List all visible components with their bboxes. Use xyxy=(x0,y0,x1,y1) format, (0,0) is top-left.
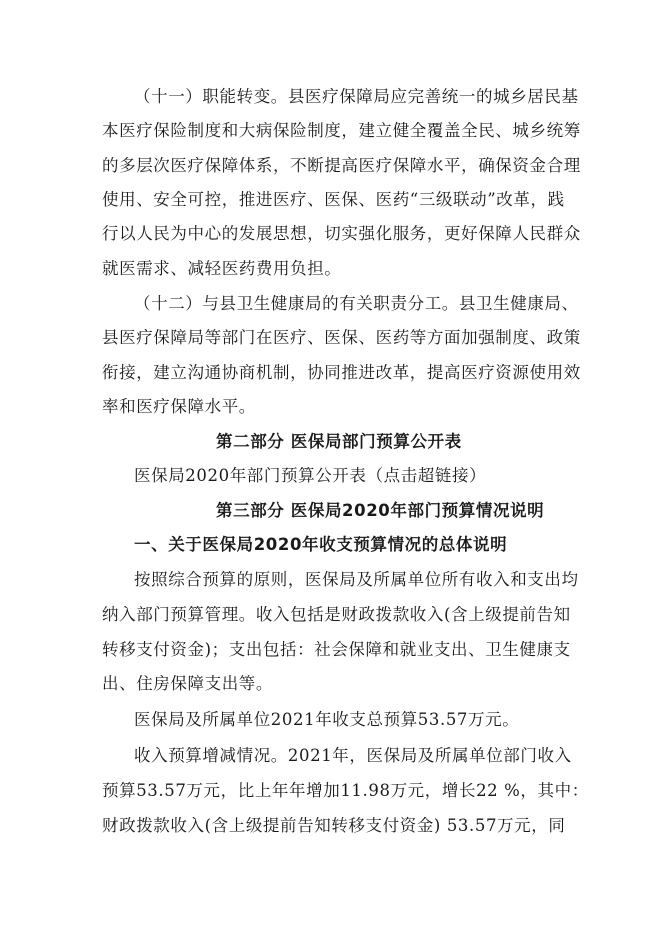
principle-line-1: 按照综合预算的原则，医保局及所属单位所有收入和支出均 xyxy=(134,570,579,589)
section-11-line-5: 行以人民为中心的发展思想，切实强化服务，更好保障人民群众 xyxy=(102,224,581,243)
section-12-line-3: 衔接，建立沟通协商机制，协同推进改革，提高医疗资源使用效 xyxy=(102,363,581,382)
section-12-line-4: 率和医疗保障水平。 xyxy=(102,397,256,416)
principle-line-2: 纳入部门预算管理。收入包括是财政拨款收入(含上级提前告知 xyxy=(102,605,571,624)
section-11-line-1: （十一）职能转变。县医疗保障局应完善统一的城乡居民基 xyxy=(134,87,579,106)
section-11-line-3: 的多层次医疗保障体系，不断提高医疗保障水平，确保资金合理 xyxy=(102,156,581,175)
income-line-1: 收入预算增减情况。2021年，医保局及所属单位部门收入 xyxy=(134,746,572,765)
income-line-2: 预算53.57万元，比上年年增加11.98万元，增长22 %，其中： xyxy=(102,781,589,800)
section-11-line-2: 本医疗保险制度和大病保险制度，建立健全覆盖全民、城乡统筹 xyxy=(102,121,581,140)
principle-line-4: 出、住房保障支出等。 xyxy=(102,674,273,693)
part-2-link-text[interactable]: 医保局2020年部门预算公开表（点击超链接） xyxy=(134,466,487,485)
total-budget-line: 医保局及所属单位2021年收支总预算53.57万元。 xyxy=(134,710,520,729)
subheading-1: 一、关于医保局2020年收支预算情况的总体说明 xyxy=(134,535,508,554)
section-12-line-1: （十二）与县卫生健康局的有关职责分工。县卫生健康局、 xyxy=(134,294,579,313)
income-line-3: 财政拨款收入(含上级提前告知转移支付资金) 53.57万元，同 xyxy=(102,816,566,835)
part-2-heading: 第二部分 医保局部门预算公开表 xyxy=(216,432,462,451)
principle-line-3: 转移支付资金)；支出包括：社会保障和就业支出、卫生健康支 xyxy=(102,640,571,659)
section-11-line-4: 使用、安全可控，推进医疗、医保、医药“三级联动”改革，践 xyxy=(102,190,565,209)
section-11-line-6: 就医需求、减轻医药费用负担。 xyxy=(102,259,342,278)
part-3-heading: 第三部分 医保局2020年部门预算情况说明 xyxy=(216,501,545,520)
section-12-line-2: 县医疗保障局等部门在医疗、医保、医药等方面加强制度、政策 xyxy=(102,328,581,347)
